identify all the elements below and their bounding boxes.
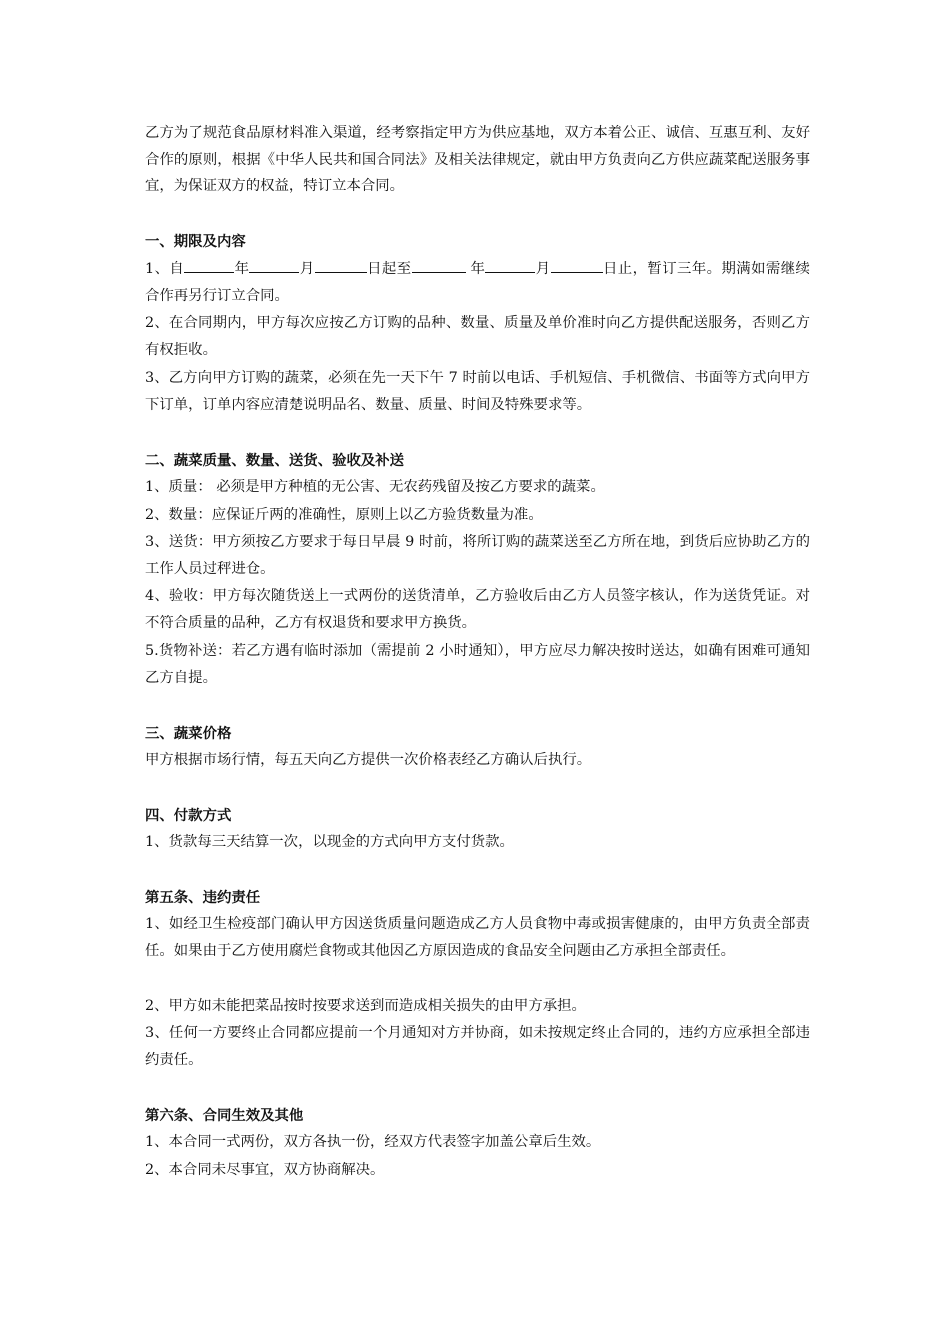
section2-heading: 二、蔬菜质量、数量、送货、验收及补送 — [145, 452, 405, 469]
section2-item4: 4、验收：甲方每次随货送上一式两份的送货清单，乙方验收后由乙方人员签字核认，作为送货凭证。对不符合质量的品种，乙方有权退货和要求甲方换货。 — [145, 588, 810, 631]
section3-heading: 三、蔬菜价格 — [145, 725, 232, 742]
section1-item2: 2、在合同期内，甲方每次应按乙方订购的品种、数量、质量及单价准时向乙方提供配送服务，否则乙方有权拒收。 — [145, 315, 810, 358]
blank-end-day[interactable] — [551, 256, 603, 273]
blank-start-month[interactable] — [249, 256, 299, 273]
section2-item1: 1、质量： 必须是甲方种植的无公害、无农药残留及按乙方要求的蔬菜。 — [145, 479, 605, 495]
section2-item3: 3、送货：甲方须按乙方要求于每日早晨 9 时前，将所订购的蔬菜送至乙方所在地，到货后应协助乙方的工作人员过秤进仓。 — [145, 534, 810, 577]
blank-start-year[interactable] — [184, 256, 234, 273]
section5-item3: 3、任何一方要终止合同都应提前一个月通知对方并协商，如未按规定终止合同的，违约方应承担全部违约责任。 — [145, 1025, 810, 1068]
section6-item1: 1、本合同一式两份，双方各执一份，经双方代表签字加盖公章后生效。 — [145, 1134, 601, 1150]
blank-end-year[interactable] — [412, 256, 466, 273]
blank-end-month[interactable] — [485, 256, 535, 273]
intro-paragraph: 乙方为了规范食品原材料准入渠道，经考察指定甲方为供应基地，双方本着公正、诚信、互惠互利、友好合作的原则，根据《中华人民共和国合同法》及相关法律规定，就由甲方负责向乙方供应蔬菜配送服务事宜，为保证双方的权益，特订立本合同。 — [145, 125, 810, 194]
section5-heading: 第五条、违约责任 — [145, 889, 261, 906]
section5-item2: 2、甲方如未能把菜品按时按要求送到而造成相关损失的由甲方承担。 — [145, 998, 586, 1014]
section2-item5: 5.货物补送：若乙方遇有临时添加（需提前 2 小时通知），甲方应尽力解决按时送达，如确有困难可通知乙方自提。 — [145, 643, 810, 686]
blank-start-day[interactable] — [315, 256, 367, 273]
section4-item1: 1、货款每三天结算一次，以现金的方式向甲方支付货款。 — [145, 834, 514, 850]
section3-item1: 甲方根据市场行情，每五天向乙方提供一次价格表经乙方确认后执行。 — [145, 752, 592, 768]
section1-heading: 一、期限及内容 — [145, 233, 246, 250]
section6-heading: 第六条、合同生效及其他 — [145, 1107, 304, 1124]
section1-item1: 1、自 年 月 日起至 年 月 日止，暂订三年。期满如需继续合作再另行订立合同。 — [145, 256, 810, 309]
section1-item3: 3、乙方向甲方订购的蔬菜，必须在先一天下午 7 时前以电话、手机短信、手机微信、书面等方式向甲方下订单，订单内容应清楚说明品名、数量、质量、时间及特殊要求等。 — [145, 370, 810, 413]
section5-item1: 1、如经卫生检疫部门确认甲方因送货质量问题造成乙方人员食物中毒或损害健康的，由甲方负责全部责任。如果由于乙方使用腐烂食物或其他因乙方原因造成的食品安全问题由乙方承担全部责任。 — [145, 916, 810, 959]
section2-item2: 2、数量：应保证斤两的准确性，原则上以乙方验货数量为准。 — [145, 507, 543, 523]
section4-heading: 四、付款方式 — [145, 807, 232, 824]
section6-item2: 2、本合同未尽事宜，双方协商解决。 — [145, 1162, 385, 1178]
